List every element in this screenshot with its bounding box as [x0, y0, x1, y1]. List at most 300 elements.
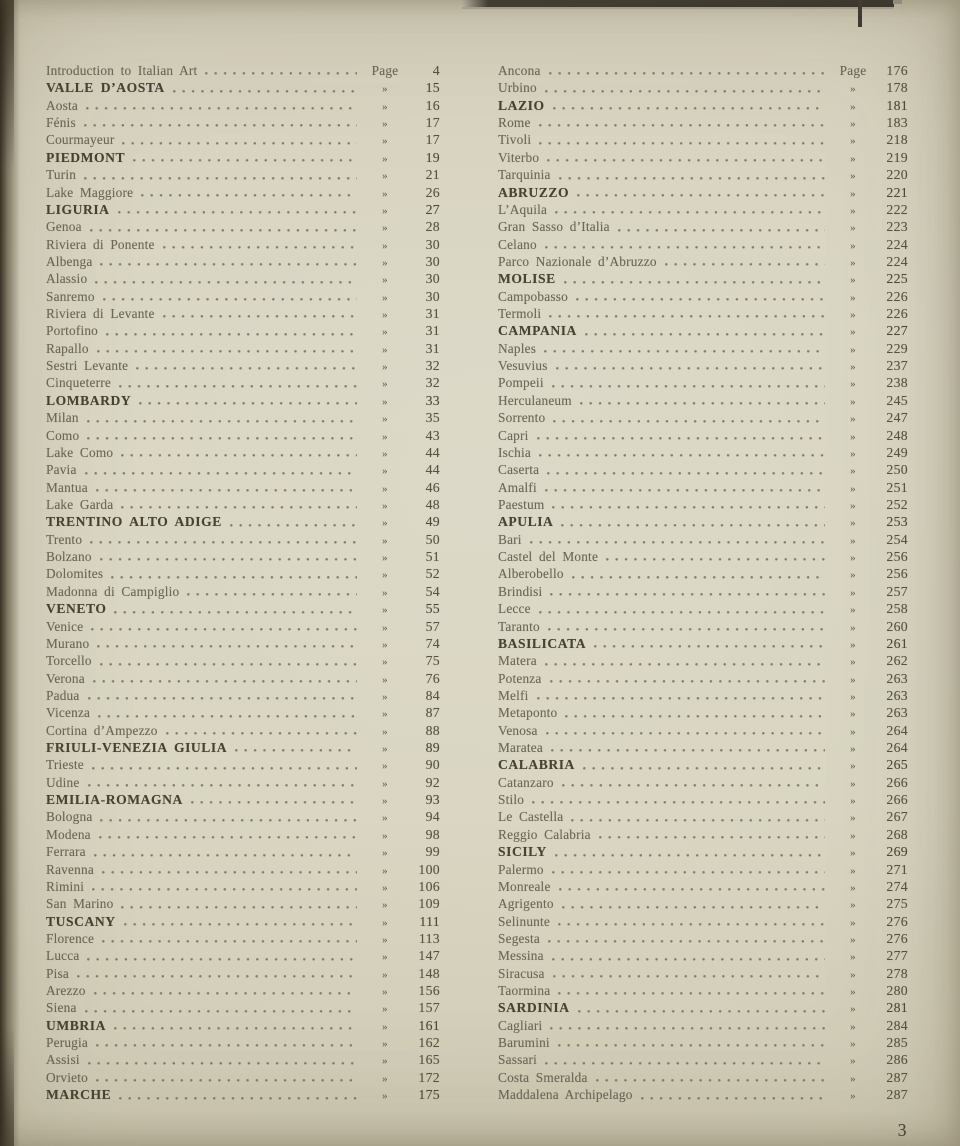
toc-entry-label: Amalfi: [498, 479, 537, 495]
ditto-mark: »: [382, 673, 388, 686]
toc-entry-label: Palermo: [498, 861, 544, 877]
dot-leader: [580, 402, 825, 405]
toc-entry: [46, 513, 440, 530]
dot-leader: [91, 628, 357, 631]
ditto-mark: »: [382, 621, 388, 634]
ditto-mark: »: [382, 777, 388, 790]
toc-entry: [498, 652, 908, 669]
page-number: 262: [886, 653, 908, 669]
toc-entry: [498, 947, 908, 964]
dot-leader: [119, 1097, 357, 1100]
toc-entry-label: Messina: [498, 948, 544, 964]
ditto-mark: »: [382, 795, 388, 808]
dot-leader: [549, 315, 825, 318]
toc-entry-label: Bolzano: [46, 549, 92, 565]
toc-entry: [498, 236, 908, 253]
toc-entry: [46, 444, 440, 461]
toc-entry-label: TUSCANY: [46, 913, 116, 929]
toc-entry-label: Riviera di Ponente: [46, 236, 155, 252]
page-number: 284: [886, 1017, 908, 1033]
ditto-mark: »: [382, 986, 388, 999]
dot-leader: [121, 506, 357, 509]
toc-entry-label: Dolomites: [46, 566, 104, 582]
toc-entry-label: Taranto: [498, 618, 540, 634]
toc-entry: [498, 392, 908, 409]
toc-entry: [498, 756, 908, 773]
dot-leader: [88, 697, 358, 700]
toc-entry-label: Portofino: [46, 323, 99, 339]
toc-entry: [498, 149, 908, 166]
ditto-mark: »: [850, 118, 856, 131]
ditto-mark: »: [382, 152, 388, 165]
toc-entry-label: UMBRIA: [46, 1017, 106, 1033]
page-number: 99: [425, 844, 440, 860]
dot-leader: [559, 888, 825, 891]
page-number: 252: [886, 496, 908, 512]
toc-entry: [498, 305, 908, 322]
toc-entry: [46, 149, 440, 166]
dot-leader: [553, 107, 825, 110]
dot-leader: [665, 263, 825, 266]
ditto-mark: »: [850, 361, 856, 374]
ditto-mark: »: [850, 586, 856, 599]
dot-leader: [96, 1044, 357, 1047]
toc-entry-label: Siena: [46, 1000, 77, 1016]
ditto-mark: »: [850, 482, 856, 495]
toc-entry: [46, 826, 440, 843]
ditto-mark: »: [382, 760, 388, 773]
ditto-mark: »: [850, 916, 856, 929]
toc-entry: [498, 722, 908, 739]
page-number: 266: [886, 774, 908, 790]
toc-entry: [46, 1086, 440, 1103]
page-number: 94: [425, 809, 440, 825]
dot-leader: [87, 437, 357, 440]
ditto-mark: »: [382, 291, 388, 304]
scan-top-edge-bar: [462, 0, 894, 9]
dot-leader: [551, 749, 825, 752]
dot-leader: [545, 1062, 825, 1065]
toc-entry: [498, 1034, 908, 1051]
page-number: 32: [425, 375, 440, 391]
dot-leader: [550, 1027, 825, 1030]
dot-leader: [553, 975, 825, 978]
page-word: Page: [839, 63, 867, 78]
toc-entry-label: Naples: [498, 340, 537, 356]
book-spine-shadow: [0, 0, 20, 1146]
toc-entry-label: Torcello: [46, 653, 92, 669]
toc-entry-label: Trento: [46, 531, 83, 547]
toc-entry-label: CALABRIA: [498, 757, 575, 773]
ditto-mark: »: [850, 170, 856, 183]
ditto-mark: »: [850, 673, 856, 686]
ditto-mark: »: [850, 552, 856, 565]
page-number: 31: [425, 306, 440, 322]
toc-entry: [498, 427, 908, 444]
dot-leader: [559, 177, 825, 180]
toc-entry-label: Rimini: [46, 878, 85, 894]
dot-leader: [163, 246, 357, 249]
toc-entry: [498, 826, 908, 843]
toc-entry: [46, 97, 440, 114]
toc-entry-label: Parco Nazionale d’Abruzzo: [498, 253, 657, 269]
toc-entry-label: Fénis: [46, 115, 76, 131]
toc-entry: [498, 704, 908, 721]
dot-leader: [558, 923, 825, 926]
dot-leader: [552, 958, 825, 961]
page-number: 263: [886, 687, 908, 703]
ditto-mark: »: [850, 690, 856, 703]
dot-leader: [191, 801, 357, 804]
dot-leader: [121, 906, 357, 909]
toc-entry: [46, 965, 440, 982]
dot-leader: [106, 333, 357, 336]
toc-entry: [46, 791, 440, 808]
page-number: 84: [425, 687, 440, 703]
ditto-mark: »: [382, 569, 388, 582]
toc-entry-label: FRIULI-VENEZIA GIULIA: [46, 740, 228, 756]
ditto-mark: »: [850, 1038, 856, 1051]
toc-entry: [498, 548, 908, 565]
page-number: 268: [886, 826, 908, 842]
toc-entry-label: VALLE D’AOSTA: [46, 80, 165, 96]
toc-entry-label: Stilo: [498, 792, 525, 808]
toc-entry: [498, 218, 908, 235]
dot-leader: [564, 281, 825, 284]
dot-leader: [556, 367, 825, 370]
toc-entry: [498, 97, 908, 114]
toc-entry: [498, 461, 908, 478]
dot-leader: [545, 90, 825, 93]
ditto-mark: »: [382, 274, 388, 287]
toc-entry: [46, 1051, 440, 1068]
dot-leader: [97, 350, 357, 353]
toc-entry: [498, 791, 908, 808]
dot-leader: [100, 558, 357, 561]
toc-entry-label: Introduction to Italian Art: [46, 63, 198, 78]
page-number: 276: [886, 930, 908, 946]
page-number: 4: [432, 63, 440, 78]
toc-entry: [498, 444, 908, 461]
toc-entry-label: San Marino: [46, 896, 114, 912]
toc-entry-label: Albenga: [46, 253, 93, 269]
dot-leader: [553, 420, 825, 423]
toc-entry-label: Sorrento: [498, 410, 546, 426]
dot-leader: [102, 940, 357, 943]
toc-entry: [498, 774, 908, 791]
ditto-mark: »: [850, 499, 856, 512]
dot-leader: [606, 558, 825, 561]
toc-entry: [46, 930, 440, 947]
ditto-mark: »: [850, 708, 856, 721]
dot-leader: [96, 489, 357, 492]
dot-leader: [84, 177, 357, 180]
dot-leader: [77, 975, 357, 978]
page-number: 285: [886, 1035, 908, 1051]
dot-leader: [96, 1079, 357, 1082]
ditto-mark: »: [382, 881, 388, 894]
ditto-mark: »: [850, 413, 856, 426]
toc-entry-label: Castel del Monte: [498, 549, 599, 565]
toc-entry: [46, 704, 440, 721]
toc-entry-label: Maratea: [498, 740, 543, 756]
ditto-mark: »: [850, 239, 856, 252]
toc-entry: [46, 461, 440, 478]
page-number: 250: [886, 462, 908, 478]
toc-entry: [498, 895, 908, 912]
dot-leader: [93, 680, 357, 683]
toc-entry: [46, 878, 440, 895]
page-number: 245: [886, 392, 908, 408]
ditto-mark: »: [382, 812, 388, 825]
page-number: 265: [886, 757, 908, 773]
toc-entry-label: Campobasso: [498, 288, 568, 304]
toc-entry: [498, 565, 908, 582]
dot-leader: [558, 992, 825, 995]
toc-entry-label: Rapallo: [46, 340, 89, 356]
toc-entry: [498, 409, 908, 426]
toc-entry: [46, 427, 440, 444]
toc-entry-label: Agrigento: [498, 896, 554, 912]
page-number: 165: [418, 1052, 440, 1068]
dot-leader: [86, 107, 357, 110]
page-number: 49: [425, 514, 440, 530]
ditto-mark: »: [382, 1020, 388, 1033]
toc-entry: [46, 131, 440, 148]
toc-entry: [498, 253, 908, 270]
ditto-mark: »: [850, 326, 856, 339]
ditto-mark: »: [850, 795, 856, 808]
toc-entry: [46, 808, 440, 825]
dot-leader: [537, 697, 825, 700]
page-number: 266: [886, 792, 908, 808]
toc-entry: [46, 201, 440, 218]
toc-entry: [498, 513, 908, 530]
ditto-mark: »: [850, 760, 856, 773]
toc-entry-label: LOMBARDY: [46, 392, 132, 408]
dot-leader: [97, 645, 357, 648]
dot-leader: [88, 1062, 357, 1065]
dot-leader: [562, 784, 825, 787]
toc-column-right: [498, 62, 908, 1104]
toc-entry-label: Lake Garda: [46, 496, 114, 512]
toc-entry: [46, 895, 440, 912]
toc-entry: [498, 114, 908, 131]
dot-leader: [596, 1079, 825, 1082]
page-number: 93: [425, 792, 440, 808]
page-number: 286: [886, 1052, 908, 1068]
dot-leader: [100, 663, 357, 666]
page-number: 278: [886, 965, 908, 981]
dot-leader: [85, 472, 357, 475]
toc-entry: [46, 1069, 440, 1086]
toc-entry: [46, 548, 440, 565]
toc-entry-label: Sestri Levante: [46, 358, 129, 374]
page-number: 16: [425, 97, 440, 113]
page-number: 251: [886, 479, 908, 495]
toc-entry: [498, 861, 908, 878]
ditto-mark: »: [382, 534, 388, 547]
toc-entry-label: Riviera di Levante: [46, 306, 155, 322]
page-number: 220: [886, 167, 908, 183]
toc-entry: [498, 322, 908, 339]
page-number: 26: [425, 184, 440, 200]
dot-leader: [599, 836, 825, 839]
page-number: 75: [425, 653, 440, 669]
dot-leader: [87, 958, 357, 961]
page-number: 161: [418, 1017, 440, 1033]
ditto-mark: »: [382, 361, 388, 374]
toc-entry: [46, 236, 440, 253]
page-number: 287: [886, 1087, 908, 1103]
toc-entry-label: Ferrara: [46, 844, 86, 860]
toc-entry-label: Termoli: [498, 306, 542, 322]
toc-entry: [46, 618, 440, 635]
ditto-mark: »: [850, 1055, 856, 1068]
ditto-mark: »: [382, 499, 388, 512]
page-number: 253: [886, 514, 908, 530]
toc-entry: [46, 999, 440, 1016]
page-number: 33: [425, 392, 440, 408]
dot-leader: [163, 315, 357, 318]
ditto-mark: »: [850, 152, 856, 165]
toc-entry-label: Modena: [46, 826, 91, 842]
ditto-mark: »: [382, 204, 388, 217]
dot-leader: [562, 906, 825, 909]
ditto-mark: »: [382, 309, 388, 322]
ditto-mark: »: [850, 656, 856, 669]
toc-entry-label: BASILICATA: [498, 635, 587, 651]
ditto-mark: »: [382, 864, 388, 877]
toc-entry: [498, 1017, 908, 1034]
toc-entry: [498, 635, 908, 652]
dot-leader: [173, 90, 357, 93]
dot-leader: [577, 194, 825, 197]
ditto-mark: »: [382, 1038, 388, 1051]
toc-entry: [46, 166, 440, 183]
dot-leader: [555, 854, 825, 857]
page-number: 106: [418, 878, 440, 894]
ditto-mark: »: [382, 413, 388, 426]
toc-entry: [498, 739, 908, 756]
ditto-mark: »: [382, 326, 388, 339]
toc-entry-label: Tivoli: [498, 132, 532, 148]
dot-leader: [136, 367, 357, 370]
ditto-mark: »: [382, 1003, 388, 1016]
toc-entry-label: Caserta: [498, 462, 540, 478]
page-number: 31: [425, 323, 440, 339]
dot-leader: [555, 211, 825, 214]
dot-leader: [530, 541, 825, 544]
toc-entry: [46, 62, 440, 79]
toc-entry-label: Orvieto: [46, 1069, 89, 1085]
toc-entry-label: PIEDMONT: [46, 149, 126, 165]
toc-entry-label: SARDINIA: [498, 1000, 570, 1016]
page-number: 256: [886, 566, 908, 582]
page-number: 32: [425, 358, 440, 374]
toc-entry: [498, 1051, 908, 1068]
page-number: 46: [425, 479, 440, 495]
toc-entry: [498, 62, 908, 79]
ditto-mark: »: [382, 378, 388, 391]
page-number: 226: [886, 288, 908, 304]
dot-leader: [100, 819, 357, 822]
toc-entry-label: Vicenza: [46, 705, 91, 721]
toc-entry: [46, 322, 440, 339]
page-number: 44: [425, 462, 440, 478]
page-number: 277: [886, 948, 908, 964]
ditto-mark: »: [382, 933, 388, 946]
page-number: 275: [886, 896, 908, 912]
dot-leader: [84, 124, 357, 127]
page-number: 274: [886, 878, 908, 894]
page-number: 263: [886, 670, 908, 686]
ditto-mark: »: [850, 1090, 856, 1103]
dot-leader: [545, 489, 825, 492]
toc-entry-label: Courmayeur: [46, 132, 115, 148]
toc-entry: [46, 288, 440, 305]
ditto-mark: »: [850, 256, 856, 269]
toc-entry: [46, 357, 440, 374]
dot-leader: [103, 298, 357, 301]
ditto-mark: »: [850, 951, 856, 964]
toc-entry-label: Pavia: [46, 462, 77, 478]
page-number: 30: [425, 253, 440, 269]
toc-entry: [46, 722, 440, 739]
toc-entry-label: Lecce: [498, 601, 531, 617]
page-number: 51: [425, 549, 440, 565]
ditto-mark: »: [850, 274, 856, 287]
toc-entry-label: Sanremo: [46, 288, 95, 304]
toc-entry-label: Bari: [498, 531, 522, 547]
toc-entry-label: Cortina d’Ampezzo: [46, 722, 158, 738]
toc-entry-label: Paestum: [498, 496, 545, 512]
dot-leader: [539, 454, 825, 457]
toc-entry-label: Madonna di Campiglio: [46, 583, 180, 599]
dot-leader: [133, 159, 357, 162]
page-number: 30: [425, 288, 440, 304]
toc-entry-label: Turin: [46, 167, 77, 183]
toc-entry-label: Ischia: [498, 444, 531, 460]
toc-entry: [498, 201, 908, 218]
toc-entry-label: Florence: [46, 930, 95, 946]
ditto-mark: »: [382, 187, 388, 200]
page-number: 264: [886, 740, 908, 756]
dot-leader: [205, 72, 357, 75]
page-number: 30: [425, 271, 440, 287]
toc-entry: [498, 184, 908, 201]
page-number: 258: [886, 601, 908, 617]
toc-entry-label: Pisa: [46, 965, 69, 981]
toc-entry: [498, 374, 908, 391]
page-number: 35: [425, 410, 440, 426]
toc-entry: [46, 652, 440, 669]
page-number: 90: [425, 757, 440, 773]
toc-entry: [498, 1069, 908, 1086]
ditto-mark: »: [382, 222, 388, 235]
page-number: 76: [425, 670, 440, 686]
ditto-mark: »: [850, 604, 856, 617]
toc-entry-label: Trieste: [46, 757, 84, 773]
toc-entry-label: Arezzo: [46, 983, 86, 999]
dot-leader: [118, 211, 357, 214]
ditto-mark: »: [850, 968, 856, 981]
page-number: 21: [425, 167, 440, 183]
page-number: 54: [425, 583, 440, 599]
ditto-mark: »: [382, 951, 388, 964]
page-number: 257: [886, 583, 908, 599]
toc-entry: [498, 982, 908, 999]
